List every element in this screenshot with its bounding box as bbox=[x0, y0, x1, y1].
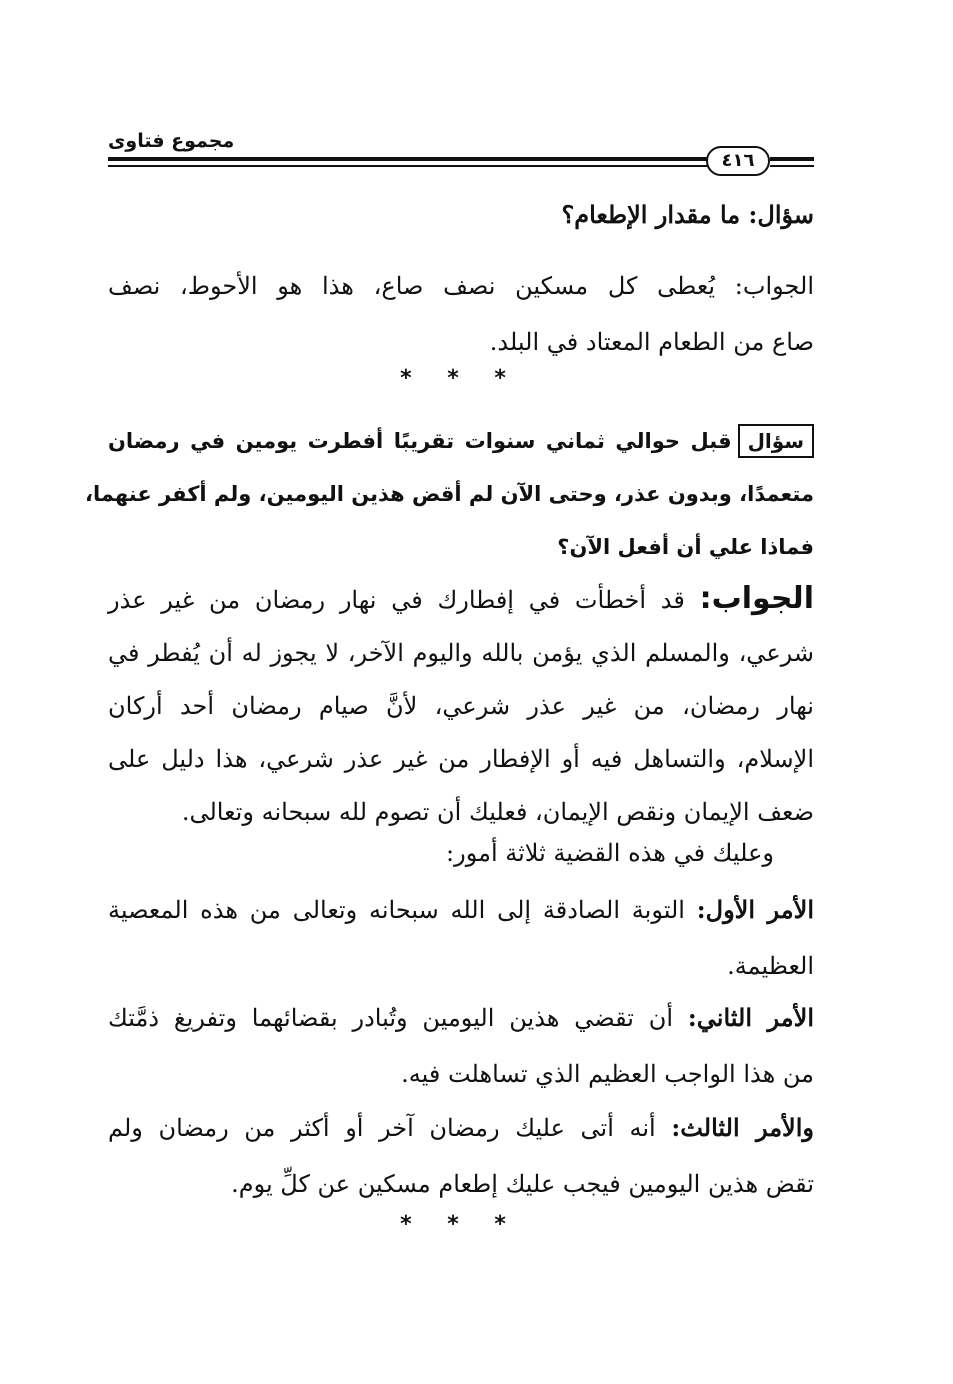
second-matter-line: الأمر الثاني: أن تقضي هذين اليومين وتُبادر بقضائهما وتفريغ ذمَّتك bbox=[108, 1003, 814, 1032]
header-rule-thick-right bbox=[770, 157, 814, 161]
q1-question bbox=[108, 200, 814, 230]
q2-answer-line: الجواب: قد أخطأت في إفطارك في نهار رمضان من غير عذر bbox=[108, 581, 814, 616]
third-matter bbox=[108, 1100, 814, 1212]
q2-intro bbox=[108, 833, 814, 873]
q2-answer-line: نهار رمضان، من غير عذر شرعي، لأنَّ صيام رمضان أحد أركان bbox=[108, 692, 814, 720]
q2-question-line bbox=[108, 415, 814, 468]
q2-question-text: قبل حوالي ثماني سنوات تقريبًا أفطرت يومين في رمضان bbox=[108, 429, 732, 453]
q2-question bbox=[84, 415, 814, 574]
second-matter-label: الأمر الثاني: bbox=[687, 1003, 814, 1032]
first-matter-label: الأمر الأول: bbox=[696, 895, 814, 924]
first-matter bbox=[108, 882, 814, 994]
q1-answer bbox=[108, 258, 814, 370]
answer-label: الجواب: bbox=[699, 581, 814, 616]
separator-stars: * * * bbox=[400, 366, 520, 391]
first-matter-line: الأمر الأول: التوبة الصادقة إلى الله سبحانه وتعالى من هذه المعصية bbox=[108, 895, 814, 924]
q2-answer-line: شرعي، والمسلم الذي يؤمن بالله واليوم الآخر، لا يجوز له أن يُفطر في bbox=[108, 639, 814, 667]
header-rule-thick bbox=[108, 157, 708, 161]
q1-answer-line: صاع من الطعام المعتاد في البلد. bbox=[489, 328, 814, 356]
book-title: مجموع فتاوى bbox=[108, 130, 235, 152]
third-matter-label: والأمر الثالث: bbox=[671, 1113, 814, 1142]
q2-answer-line: ضعف الإيمان ونقص الإيمان، فعليك أن تصوم لله سبحانه وتعالى. bbox=[181, 798, 814, 826]
separator-stars-end: * * * bbox=[400, 1212, 520, 1237]
third-matter-line: تقض هذين اليومين فيجب عليك إطعام مسكين عن كلِّ يوم. bbox=[231, 1170, 814, 1198]
q1-question-text: سؤال: ما مقدار الإطعام؟ bbox=[561, 200, 814, 229]
header-rule-thin-right bbox=[770, 165, 814, 167]
question-label-box: سؤال bbox=[738, 424, 814, 458]
q2-question-line: فماذا علي أن أفعل الآن؟ bbox=[557, 535, 814, 559]
q2-intro-text: وعليك في هذه القضية ثلاثة أمور: bbox=[446, 839, 774, 867]
second-matter bbox=[108, 990, 814, 1102]
q1-answer-line: الجواب: يُعطى كل مسكين نصف صاع، هذا هو الأحوط، نصف bbox=[108, 272, 814, 300]
q2-question-line: متعمدًا، وبدون عذر، وحتى الآن لم أقض هذين اليومين، ولم أكفر عنهما، bbox=[84, 482, 814, 506]
header-rule-thin bbox=[108, 165, 708, 167]
third-matter-line: والأمر الثالث: أنه أتى عليك رمضان آخر أو أكثر من رمضان ولم bbox=[108, 1113, 814, 1142]
q2-answer-line: الإسلام، والتساهل فيه أو الإفطار من غير عذر شرعي، هذا دليل على bbox=[108, 745, 814, 773]
second-matter-line: من هذا الواجب العظيم الذي تساهلت فيه. bbox=[401, 1060, 814, 1088]
page-number: ٤١٦ bbox=[706, 146, 770, 176]
first-matter-line: العظيمة. bbox=[727, 952, 814, 980]
q2-answer bbox=[108, 572, 814, 839]
